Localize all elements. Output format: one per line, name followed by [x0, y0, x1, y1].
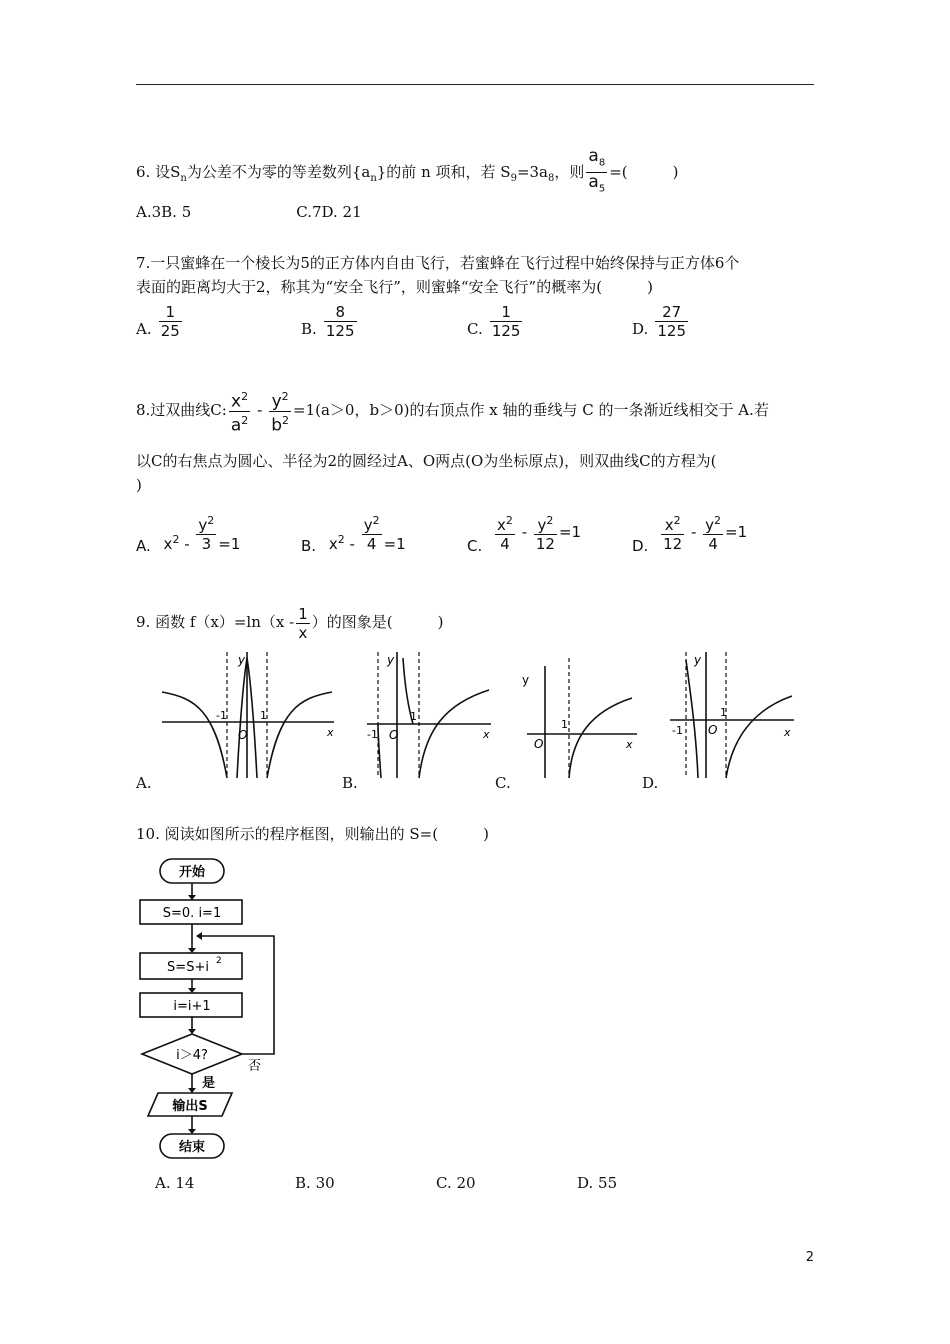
q8-line1: 8.过双曲线C: $\frac{x^2}{a^2}$ - $\frac{y^2}{b^2}$ =1(a＞0，b＞0)的右顶点作 x 轴的垂线与 C 的一条渐近线相交于 A.若 [136, 389, 769, 436]
flow-update-s-sup: 2 [216, 956, 222, 966]
graph-a-x: x [327, 726, 334, 739]
flow-start-label: 开始 [178, 865, 206, 880]
graph-c-origin: O [534, 737, 544, 751]
graph-b-x: x [483, 728, 490, 741]
q10-option-b: B. 30 [295, 1174, 335, 1192]
q10-option-d: D. 55 [577, 1174, 618, 1192]
q8-line3: ) [136, 476, 142, 494]
q8-y2-over-b2: $\frac{y^2}{b^2}$ [271, 389, 290, 436]
flow-no-label: 否 [248, 1059, 262, 1074]
page-number: 2 [805, 1250, 814, 1265]
q7-option-a: A. $\frac{1}{25}$ [136, 303, 180, 340]
graph-b-pos1: 1 [410, 710, 417, 723]
graph-d-pos1: 1 [720, 706, 727, 719]
q10-option-a: A. 14 [155, 1174, 195, 1192]
graph-c-pos1: 1 [561, 718, 568, 731]
q8-line2: 以C的右焦点为圆心、半径为2的圆经过A、O两点(O为坐标原点)，则双曲线C的方程为( [136, 452, 717, 470]
q9-graph-c [512, 656, 642, 781]
flow-cond-label: i＞4? [176, 1048, 208, 1063]
q8-option-d: D. $\frac{x^2}{12}$ - $\frac{y^2}{4}$ =1 [632, 514, 748, 555]
graph-d-origin: O [708, 723, 718, 737]
graph-b-origin: O [389, 728, 399, 742]
q8-option-a: A. $x^2$ - $\frac{y^2}{3}$ =1 [136, 514, 241, 555]
q7-line1: 7.一只蜜蜂在一个棱长为5的正方体内自由飞行，若蜜蜂在飞行过程中始终保持与正方体6个 [136, 254, 740, 272]
q9-stem: 9. 函数 f（x）=ln（x - $\frac{1}{x}$ ）的图象是( ) [136, 604, 444, 642]
graph-d-x: x [784, 726, 791, 739]
q9-graph-a [160, 650, 340, 780]
q6-fraction: $\frac{a_8}{a_5}$ [588, 146, 606, 195]
q9-graph-d [668, 650, 798, 780]
graph-d-neg1: -1 [672, 724, 683, 737]
q9-option-c: C. [495, 774, 511, 792]
graph-b-neg1: -1 [367, 728, 378, 741]
graph-a-pos1: 1 [260, 709, 267, 722]
graph-a-y: y [238, 653, 246, 667]
q6-options: A.3B. 5 C.7D. 21 [136, 203, 362, 221]
flow-end-label: 结束 [178, 1140, 206, 1155]
graph-c-y: y [522, 673, 530, 687]
graph-d-y: y [694, 653, 702, 667]
q10-stem: 10. 阅读如图所示的程序框图，则输出的 S=( ) [136, 825, 489, 843]
q9-graph-b [365, 650, 495, 780]
graph-b-y: y [387, 653, 395, 667]
q9-option-d: D. [642, 774, 659, 792]
q8-option-b: B. $x^2$ - $\frac{y^2}{4}$ =1 [301, 514, 406, 555]
flow-output-label: 输出S [172, 1099, 208, 1114]
q8-option-c: C. $\frac{x^2}{4}$ - $\frac{y^2}{12}$ =1 [467, 514, 582, 555]
q7-line2: 表面的距离均大于2，称其为“安全飞行”，则蜜蜂“安全飞行”的概率为( ) [136, 278, 653, 296]
flow-init-label: S=0. i=1 [162, 906, 222, 921]
graph-c-x: x [626, 738, 633, 751]
header-rule [136, 84, 814, 85]
q7-option-d: D. $\frac{27}{125}$ [632, 303, 686, 340]
graph-a-origin: O [238, 728, 248, 742]
q10-flowchart [130, 852, 290, 1167]
q7-option-b: B. $\frac{8}{125}$ [301, 303, 355, 340]
flow-update-i-label: i=i+1 [173, 999, 211, 1014]
question-6: 6. 设$S_n$为公差不为零的等差数列$\{a_n\}$的前 n 项和，若 $S_9=3a_8$，则 $\frac{a_8}{a_5}$ =( ) [136, 147, 678, 199]
q8-x2-over-a2: $\frac{x^2}{a^2}$ [230, 389, 249, 436]
q7-option-c: C. $\frac{1}{125}$ [467, 303, 521, 340]
q9-option-a: A. [136, 774, 152, 792]
q9-option-b: B. [342, 774, 358, 792]
flow-yes-label: 是 [202, 1076, 216, 1091]
graph-a-neg1: -1 [216, 709, 227, 722]
flow-update-s-label: S=S+i [167, 960, 209, 975]
q10-option-c: C. 20 [436, 1174, 476, 1192]
